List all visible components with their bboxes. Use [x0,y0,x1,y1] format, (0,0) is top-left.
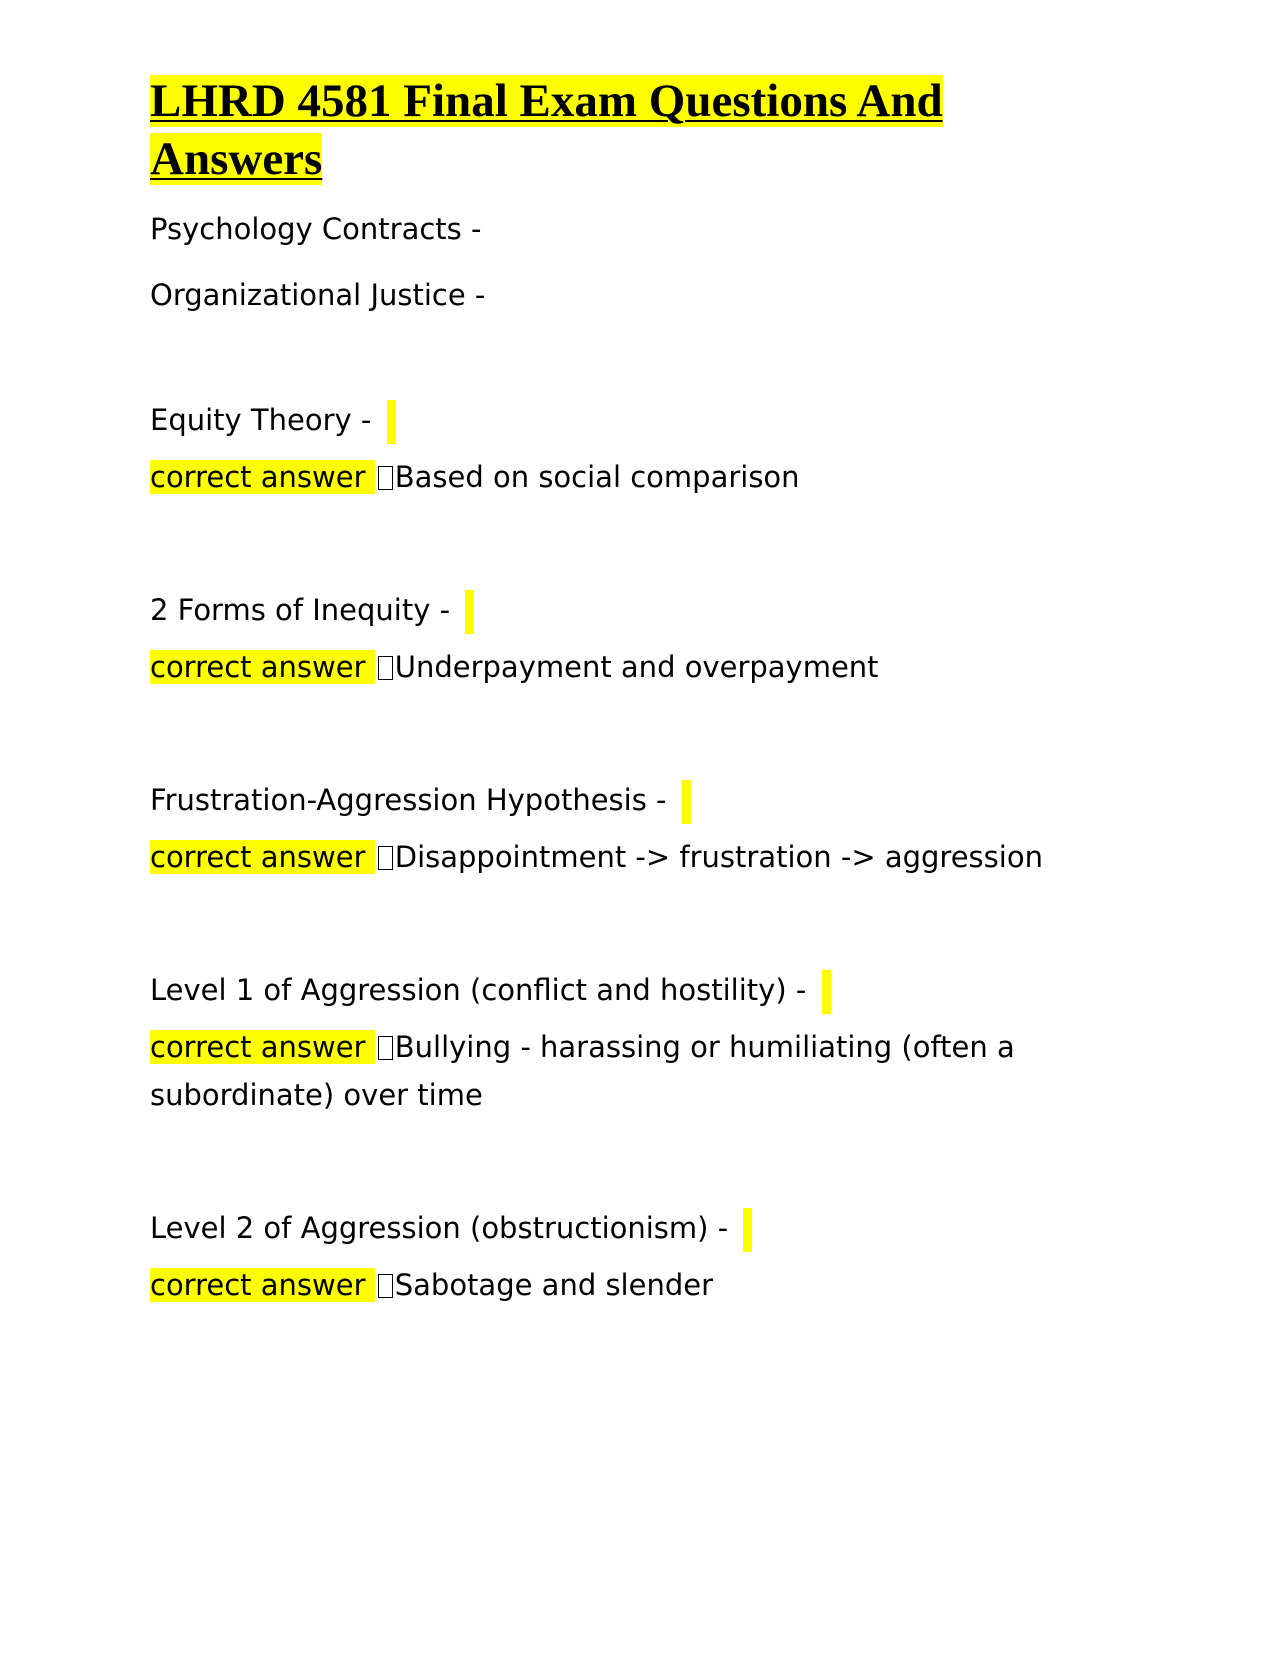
highlight-marker [743,1208,752,1252]
question-5-text: Level 2 of Aggression (obstructionism) - [150,1211,738,1245]
question-4 [150,970,1050,1014]
answer-5-text: Sabotage and slender [394,1268,714,1302]
answer-4 [150,1028,1050,1066]
highlight-marker [465,590,474,634]
intro-item-psychology-contracts: Psychology Contracts - [150,212,482,246]
document-title-text: LHRD 4581 Final Exam Questions And Answers [150,75,943,185]
question-1-text: Equity Theory - [150,403,381,437]
answer-prefix: correct answer [150,460,375,494]
question-2-text: 2 Forms of Inequity - [150,593,460,627]
answer-prefix: correct answer [150,840,375,874]
missing-glyph-box-icon [378,846,393,870]
answer-3 [150,838,1050,876]
question-2 [150,590,1050,634]
answer-4-text: Bullying - harassing or humiliating (often a [394,1030,1015,1064]
answer-1-text: Based on social comparison [394,460,800,494]
answer-prefix: correct answer [150,1268,375,1302]
missing-glyph-box-icon [378,466,393,490]
intro-item-organizational-justice: Organizational Justice - [150,278,486,312]
highlight-marker [822,970,831,1014]
missing-glyph-box-icon [378,656,393,680]
answer-2 [150,648,1050,686]
missing-glyph-box-icon [378,1274,393,1298]
document-title [150,72,1050,188]
answer-3-text: Disappointment -> frustration -> aggression [394,840,1043,874]
highlight-marker [387,400,396,444]
question-5 [150,1208,1050,1252]
answer-5 [150,1266,1050,1304]
missing-glyph-box-icon [378,1036,393,1060]
highlight-marker [682,780,691,824]
question-3-text: Frustration-Aggression Hypothesis - [150,783,676,817]
question-3 [150,780,1050,824]
question-4-text: Level 1 of Aggression (conflict and hostility) - [150,973,816,1007]
question-1 [150,400,1050,444]
document-page [150,72,1050,1304]
answer-4-continued: subordinate) over time [150,1078,483,1112]
answer-1 [150,458,1050,496]
answer-2-text: Underpayment and overpayment [394,650,879,684]
answer-prefix: correct answer [150,650,375,684]
answer-prefix: correct answer [150,1030,375,1064]
